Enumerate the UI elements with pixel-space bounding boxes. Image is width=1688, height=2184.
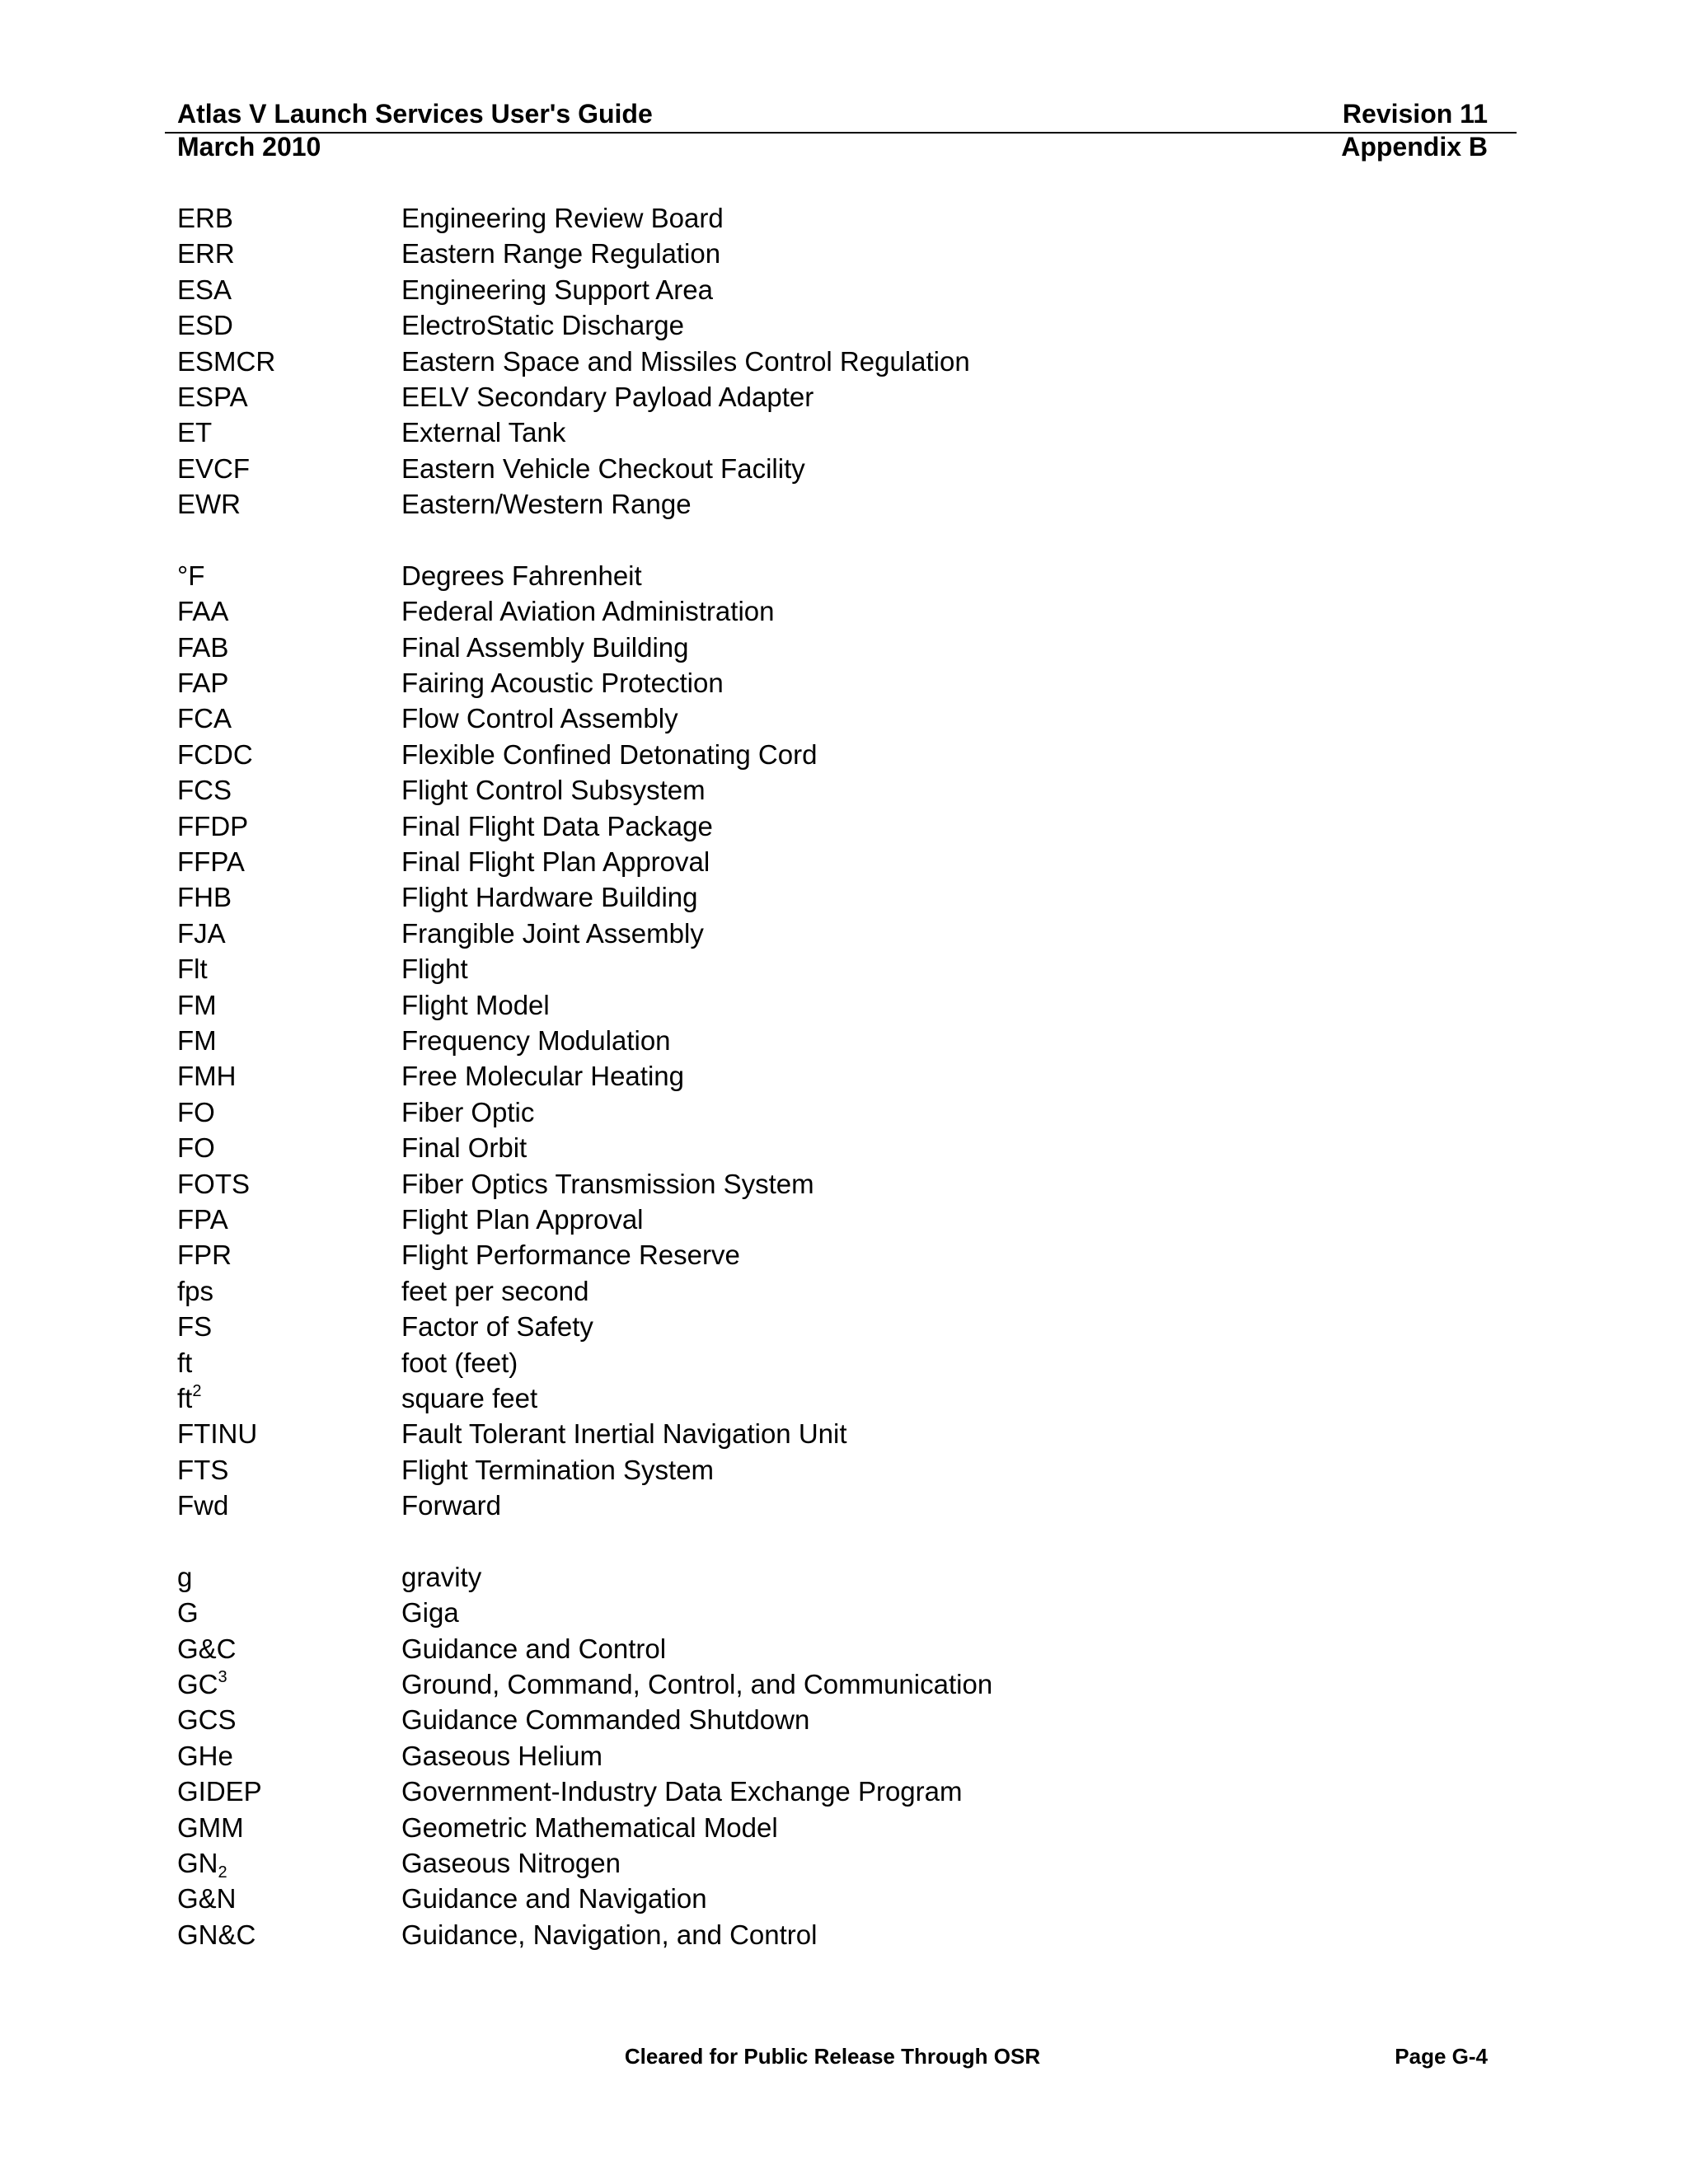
acronym-definition: Government-Industry Data Exchange Program — [401, 1776, 963, 1807]
abbreviation-text: G — [177, 1597, 199, 1629]
abbreviation-text: FPA — [177, 1203, 228, 1235]
acronym-abbreviation — [177, 879, 401, 915]
acronym-definition: Factor of Safety — [401, 1311, 593, 1343]
acronym-abbreviation — [177, 1845, 401, 1881]
acronym-row — [177, 916, 1496, 951]
acronym-list — [177, 200, 1496, 1952]
abbreviation-text: ESA — [177, 274, 232, 305]
acronym-abbreviation — [177, 272, 401, 307]
acronym-abbreviation — [177, 486, 401, 522]
abbreviation-text: GN&C — [177, 1919, 256, 1950]
acronym-row — [177, 951, 1496, 987]
acronym-abbreviation — [177, 1166, 401, 1202]
acronym-definition: Flight Control Subsystem — [401, 775, 706, 806]
acronym-definition: Frangible Joint Assembly — [401, 917, 704, 949]
abbreviation-superscript: 3 — [218, 1668, 227, 1687]
abbreviation-text: FO — [177, 1096, 215, 1127]
abbreviation-text: ERR — [177, 238, 235, 269]
acronym-abbreviation — [177, 1345, 401, 1380]
acronym-abbreviation — [177, 951, 401, 987]
acronym-definition: Flow Control Assembly — [401, 703, 678, 734]
header-divider — [165, 132, 1517, 134]
acronym-abbreviation — [177, 1237, 401, 1272]
acronym-abbreviation — [177, 1023, 401, 1058]
acronym-definition: foot (feet) — [401, 1347, 518, 1378]
abbreviation-text: G&C — [177, 1633, 237, 1664]
abbreviation-text: ft — [177, 1347, 193, 1378]
acronym-row — [177, 1094, 1496, 1130]
acronym-abbreviation — [177, 1452, 401, 1488]
acronym-abbreviation — [177, 630, 401, 665]
acronym-definition: Federal Aviation Administration — [401, 596, 775, 627]
acronym-definition: Fault Tolerant Inertial Navigation Unit — [401, 1418, 847, 1450]
acronym-row — [177, 737, 1496, 772]
abbreviation-text: ET — [177, 417, 213, 448]
acronym-row — [177, 1738, 1496, 1774]
abbreviation-text: ft — [177, 1382, 193, 1413]
acronym-row — [177, 307, 1496, 343]
acronym-definition: Eastern Vehicle Checkout Facility — [401, 452, 805, 484]
group-spacer — [177, 1523, 1496, 1558]
acronym-abbreviation — [177, 1488, 401, 1523]
abbreviation-text: ERB — [177, 203, 233, 233]
acronym-row — [177, 1130, 1496, 1165]
acronym-abbreviation — [177, 1559, 401, 1595]
abbreviation-text: FOTS — [177, 1168, 250, 1199]
acronym-row — [177, 1881, 1496, 1916]
acronym-abbreviation — [177, 236, 401, 271]
acronym-row — [177, 1595, 1496, 1630]
acronym-row — [177, 344, 1496, 379]
abbreviation-text: FTINU — [177, 1418, 258, 1450]
acronym-definition: Eastern/Western Range — [401, 489, 692, 520]
acronym-row — [177, 200, 1496, 236]
acronym-row — [177, 1309, 1496, 1344]
header-row-1 — [177, 97, 1488, 130]
abbreviation-text: FCDC — [177, 738, 253, 770]
abbreviation-text: FFPA — [177, 846, 245, 878]
acronym-definition: Final Orbit — [401, 1132, 528, 1164]
page-footer — [177, 2040, 1488, 2073]
acronym-row — [177, 1416, 1496, 1451]
acronym-definition: Frequency Modulation — [401, 1024, 671, 1056]
acronym-abbreviation — [177, 1309, 401, 1344]
acronym-row — [177, 451, 1496, 486]
acronym-row — [177, 1166, 1496, 1202]
revision-label: Revision 11 — [1342, 99, 1488, 129]
acronym-row — [177, 558, 1496, 593]
acronym-definition: Flexible Confined Detonating Cord — [401, 738, 818, 770]
acronym-abbreviation — [177, 1917, 401, 1952]
acronym-abbreviation — [177, 415, 401, 450]
acronym-abbreviation — [177, 987, 401, 1023]
abbreviation-text: FAP — [177, 668, 229, 699]
abbreviation-text: FCS — [177, 775, 232, 806]
abbreviation-text: GC — [177, 1669, 218, 1700]
acronym-abbreviation — [177, 1881, 401, 1916]
acronym-definition: Gaseous Helium — [401, 1740, 603, 1771]
acronym-abbreviation — [177, 451, 401, 486]
acronym-definition: Gaseous Nitrogen — [401, 1847, 621, 1878]
acronym-abbreviation — [177, 844, 401, 879]
acronym-abbreviation — [177, 1631, 401, 1666]
acronym-abbreviation — [177, 1094, 401, 1130]
acronym-row — [177, 665, 1496, 701]
acronym-abbreviation — [177, 1273, 401, 1309]
abbreviation-text: FS — [177, 1311, 213, 1343]
abbreviation-text: GIDEP — [177, 1776, 262, 1807]
abbreviation-text: EWR — [177, 489, 241, 520]
acronym-row — [177, 1345, 1496, 1380]
abbreviation-text: FM — [177, 989, 217, 1020]
acronym-row — [177, 1917, 1496, 1952]
abbreviation-text: °F — [177, 560, 205, 591]
acronym-abbreviation — [177, 1702, 401, 1737]
acronym-definition: Final Flight Data Package — [401, 810, 713, 841]
acronym-abbreviation — [177, 916, 401, 951]
acronym-row — [177, 1702, 1496, 1737]
abbreviation-text: FPR — [177, 1240, 232, 1271]
acronym-row — [177, 1273, 1496, 1309]
abbreviation-text: ESPA — [177, 381, 248, 412]
acronym-definition: Guidance and Navigation — [401, 1883, 707, 1915]
acronym-abbreviation — [177, 1058, 401, 1094]
acronym-definition: gravity — [401, 1561, 482, 1592]
abbreviation-text: FM — [177, 1024, 217, 1056]
acronym-row — [177, 1774, 1496, 1809]
acronym-abbreviation — [177, 1738, 401, 1774]
acronym-abbreviation — [177, 1416, 401, 1451]
acronym-row — [177, 593, 1496, 629]
acronym-definition: ElectroStatic Discharge — [401, 310, 684, 341]
acronym-definition: Fairing Acoustic Protection — [401, 668, 724, 699]
acronym-definition: Free Molecular Heating — [401, 1061, 684, 1092]
acronym-definition: Degrees Fahrenheit — [401, 560, 642, 591]
acronym-abbreviation — [177, 1202, 401, 1237]
abbreviation-text: g — [177, 1561, 193, 1592]
abbreviation-text: G&N — [177, 1883, 237, 1915]
abbreviation-text: FCA — [177, 703, 232, 734]
acronym-abbreviation — [177, 665, 401, 701]
acronym-definition: Final Assembly Building — [401, 631, 689, 663]
acronym-definition: Guidance Commanded Shutdown — [401, 1704, 810, 1736]
acronym-abbreviation — [177, 593, 401, 629]
acronym-abbreviation — [177, 772, 401, 808]
abbreviation-text: GMM — [177, 1811, 244, 1843]
release-statement: Cleared for Public Release Through OSR — [624, 2044, 1041, 2069]
acronym-row — [177, 236, 1496, 271]
acronym-definition: Flight Plan Approval — [401, 1203, 644, 1235]
acronym-definition: EELV Secondary Payload Adapter — [401, 381, 814, 412]
acronym-definition: Giga — [401, 1597, 459, 1629]
page-number: Page G-4 — [1395, 2044, 1488, 2069]
abbreviation-text: ESD — [177, 310, 233, 341]
acronym-definition: Eastern Space and Missiles Control Regulation — [401, 345, 970, 377]
abbreviation-text: GHe — [177, 1740, 233, 1771]
acronym-definition: Ground, Command, Control, and Communication — [401, 1669, 993, 1700]
abbreviation-text: FHB — [177, 882, 232, 913]
document-title: Atlas V Launch Services User's Guide — [177, 99, 653, 129]
acronym-row — [177, 630, 1496, 665]
acronym-row — [177, 1666, 1496, 1702]
abbreviation-superscript: 2 — [192, 1381, 202, 1400]
acronym-row — [177, 1631, 1496, 1666]
acronym-definition: External Tank — [401, 417, 566, 448]
acronym-abbreviation — [177, 701, 401, 736]
acronym-definition: Flight Model — [401, 989, 550, 1020]
acronym-row — [177, 1237, 1496, 1272]
header-row-2 — [177, 130, 1488, 163]
acronym-row — [177, 1845, 1496, 1881]
page-header — [177, 97, 1488, 163]
acronym-abbreviation — [177, 808, 401, 844]
acronym-row — [177, 1559, 1496, 1595]
acronym-definition: Fiber Optic — [401, 1096, 535, 1127]
acronym-definition: Eastern Range Regulation — [401, 238, 721, 269]
acronym-row — [177, 1488, 1496, 1523]
acronym-row — [177, 1202, 1496, 1237]
acronym-row — [177, 379, 1496, 415]
group-spacer — [177, 523, 1496, 558]
acronym-abbreviation — [177, 379, 401, 415]
acronym-definition: Fiber Optics Transmission System — [401, 1168, 814, 1199]
acronym-row — [177, 486, 1496, 522]
acronym-definition: feet per second — [401, 1275, 589, 1306]
abbreviation-text: FAA — [177, 596, 229, 627]
acronym-definition: Geometric Mathematical Model — [401, 1811, 778, 1843]
acronym-row — [177, 987, 1496, 1023]
acronym-definition: Flight Termination System — [401, 1454, 715, 1485]
acronym-row — [177, 1380, 1496, 1416]
abbreviation-text: fps — [177, 1275, 214, 1306]
abbreviation-text: Flt — [177, 954, 208, 985]
document-date: March 2010 — [177, 132, 321, 162]
abbreviation-text: Fwd — [177, 1490, 229, 1521]
acronym-abbreviation — [177, 1380, 401, 1416]
acronym-abbreviation — [177, 737, 401, 772]
abbreviation-text: FAB — [177, 631, 229, 663]
abbreviation-text: FO — [177, 1132, 215, 1164]
acronym-row — [177, 1023, 1496, 1058]
acronym-row — [177, 1058, 1496, 1094]
appendix-label: Appendix B — [1341, 132, 1488, 162]
acronym-abbreviation — [177, 1774, 401, 1809]
acronym-abbreviation — [177, 307, 401, 343]
acronym-row — [177, 808, 1496, 844]
acronym-abbreviation — [177, 1810, 401, 1845]
abbreviation-text: GCS — [177, 1704, 237, 1736]
abbreviation-text: GN — [177, 1847, 218, 1878]
acronym-definition: square feet — [401, 1382, 538, 1413]
acronym-abbreviation — [177, 558, 401, 593]
acronym-abbreviation — [177, 1595, 401, 1630]
acronym-row — [177, 772, 1496, 808]
acronym-definition: Final Flight Plan Approval — [401, 846, 710, 878]
abbreviation-text: FMH — [177, 1061, 237, 1092]
abbreviation-text: EVCF — [177, 452, 251, 484]
acronym-definition: Guidance, Navigation, and Control — [401, 1919, 818, 1950]
abbreviation-text: ESMCR — [177, 345, 276, 377]
acronym-row — [177, 844, 1496, 879]
abbreviation-text: FJA — [177, 917, 226, 949]
acronym-definition: Engineering Review Board — [401, 203, 724, 233]
acronym-row — [177, 879, 1496, 915]
acronym-definition: Forward — [401, 1490, 502, 1521]
acronym-definition: Engineering Support Area — [401, 274, 713, 305]
acronym-row — [177, 701, 1496, 736]
acronym-definition: Flight — [401, 954, 468, 985]
abbreviation-text: FTS — [177, 1454, 229, 1485]
acronym-abbreviation — [177, 344, 401, 379]
abbreviation-text: FFDP — [177, 810, 249, 841]
acronym-abbreviation — [177, 1666, 401, 1702]
acronym-row — [177, 415, 1496, 450]
acronym-row — [177, 1452, 1496, 1488]
acronym-definition: Flight Hardware Building — [401, 882, 698, 913]
acronym-definition: Flight Performance Reserve — [401, 1240, 740, 1271]
acronym-row — [177, 1810, 1496, 1845]
acronym-abbreviation — [177, 200, 401, 236]
acronym-row — [177, 272, 1496, 307]
acronym-definition: Guidance and Control — [401, 1633, 667, 1664]
acronym-abbreviation — [177, 1130, 401, 1165]
abbreviation-subscript: 2 — [218, 1863, 227, 1882]
